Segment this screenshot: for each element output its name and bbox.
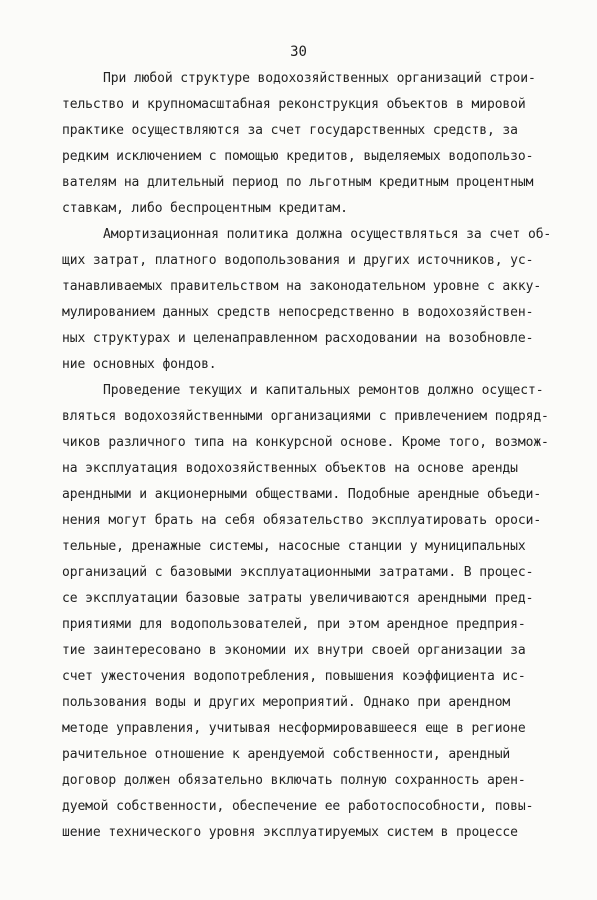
text-line: дуемой собственности, обеспечение ее работоспособности, повы- bbox=[62, 799, 534, 814]
text-line: При любой структуре водохозяйственных организаций строи- bbox=[103, 71, 536, 86]
text-line: чиков различного типа на конкурсной основе. Кроме того, возмож- bbox=[62, 435, 549, 450]
text-line: арендными и акционерными обществами. Подобные арендные объеди- bbox=[62, 487, 542, 502]
text-line: договор должен обязательно включать полную сохранность арен- bbox=[62, 773, 526, 788]
text-line: методе управления, учитывая несформировавшееся еще в регионе bbox=[62, 721, 526, 736]
text-line: вляться водохозяйственными организациями с привлечением подряд- bbox=[62, 409, 549, 424]
text-line: тие заинтересовано в экономии их внутри своей организации за bbox=[62, 643, 526, 658]
text-line: редким исключением с помощью кредитов, выделяемых водопользо- bbox=[62, 149, 534, 164]
page-number: 30 bbox=[290, 44, 307, 60]
text-line: приятиями для водопользователей, при этом арендное предприя- bbox=[62, 617, 526, 632]
text-line: ставкам, либо беспроцентным кредитам. bbox=[62, 201, 348, 216]
text-line: организаций с базовыми эксплуатационными затратами. В процес- bbox=[62, 565, 534, 580]
text-line: мулированием данных средств непосредственно в водохозяйствен- bbox=[62, 305, 534, 320]
text-line: шение технического уровня эксплуатируемых систем в процессе bbox=[62, 825, 518, 840]
text-line: пользования воды и других мероприятий. Однако при арендном bbox=[62, 695, 511, 710]
text-line: счет ужесточения водопотребления, повышения коэффициента ис- bbox=[62, 669, 526, 684]
text-line: тельные, дренажные системы, насосные станции у муниципальных bbox=[62, 539, 526, 554]
text-line: танавливаемых правительством на законодательном уровне с акку- bbox=[62, 279, 542, 294]
text-line: на эксплуатация водохозяйственных объектов на основе аренды bbox=[62, 461, 518, 476]
text-line: ние основных фондов. bbox=[62, 357, 217, 372]
text-line: се эксплуатации базовые затраты увеличиваются арендными пред- bbox=[62, 591, 534, 606]
text-line: тельство и крупномасштабная реконструкция объектов в мировой bbox=[62, 97, 526, 112]
text-line: рачительное отношение к арендуемой собственности, арендный bbox=[62, 747, 511, 762]
text-line: ных структурах и целенаправленном расходовании на возобновле- bbox=[62, 331, 534, 346]
text-line: вателям на длительный период по льготным кредитным процентным bbox=[62, 175, 534, 190]
text-line: практике осуществляются за счет государственных средств, за bbox=[62, 123, 518, 138]
text-line: нения могут брать на себя обязательство эксплуатировать ороси- bbox=[62, 513, 542, 528]
text-line: Амортизационная политика должна осуществляться за счет об- bbox=[103, 227, 552, 242]
text-line: щих затрат, платного водопользования и других источников, ус- bbox=[62, 253, 534, 268]
text-line: Проведение текущих и капитальных ремонтов должно осущест- bbox=[103, 383, 544, 398]
